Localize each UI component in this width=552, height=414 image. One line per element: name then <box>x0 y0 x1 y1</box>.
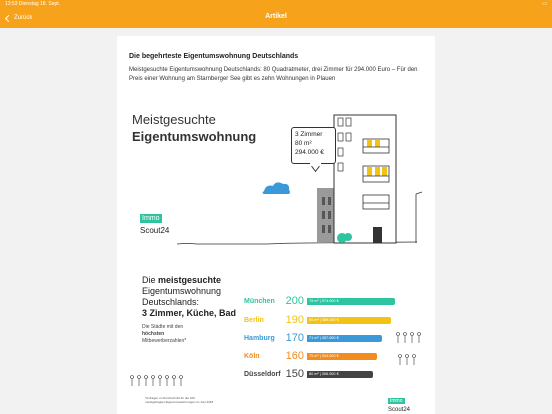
building-door <box>373 227 382 243</box>
back-label: Zurück <box>14 15 33 21</box>
grey-building <box>317 188 335 242</box>
footnote <box>145 396 213 404</box>
note-line3: Mitbewerberzahlen* <box>142 338 187 344</box>
city-row <box>244 349 377 363</box>
city-row <box>244 367 373 381</box>
article-lead: Meistgesuchte Eigentumswohnung Deutschlands: 80 Quadratmeter, drei Zimmer für 294.000 Euro – Für den Preis einer Wohnung am Starnberger See gibt es zehn Wohnungen in Plauen <box>129 67 418 82</box>
note-bold: höchsten <box>142 331 165 337</box>
battery-icon: ▭ <box>542 1 547 7</box>
city-bar: 71 m² | 357.000 € <box>307 335 382 342</box>
navigation-bar <box>0 8 552 28</box>
infographic-title <box>132 111 256 145</box>
subhead-prefix: Die <box>142 275 159 285</box>
subhead-line2: Eigentumswohnung <box>142 286 222 296</box>
city-bar: 95 m² | 389.000 € <box>307 317 391 324</box>
city-count: 170 <box>285 332 304 344</box>
people-group-right <box>397 333 421 366</box>
article-card <box>117 36 435 414</box>
status-time: 13:53 <box>5 1 18 7</box>
city-row <box>244 313 391 327</box>
city-name: Düsseldorf <box>244 370 281 378</box>
cities-note <box>142 324 186 345</box>
logo-bottom-immo: Immo <box>390 398 403 404</box>
cloud-icon <box>263 182 291 194</box>
city-bar: 80 m² | 306.000 € <box>307 371 373 378</box>
subhead-rooms: 3 Zimmer, Küche, Bad <box>142 308 237 318</box>
note-line1: Die Städte mit den <box>142 324 184 330</box>
bubble-rooms: 3 Zimmer <box>295 131 323 138</box>
city-row <box>244 331 382 345</box>
city-name: Berlin <box>244 316 264 324</box>
status-bar <box>0 0 552 8</box>
logo-immo: Immo <box>142 215 160 222</box>
people-group-left <box>131 376 183 387</box>
logo-bottom-scout: Scout24 <box>388 407 411 413</box>
city-count: 190 <box>285 314 304 326</box>
city-name: München <box>244 297 275 305</box>
subhead-bold: meistgesuchte <box>158 275 222 285</box>
bubble-size: 80 m² <box>295 140 312 147</box>
immoscout-logo <box>140 207 169 235</box>
city-name: Köln <box>244 352 260 360</box>
article-headline: Die begehrteste Eigentumswohnung Deutschlands <box>129 53 299 60</box>
city-count: 150 <box>285 368 304 380</box>
city-count: 160 <box>285 350 304 362</box>
infographic-title-line1: Meistgesuchte <box>132 112 216 127</box>
city-count: 200 <box>285 295 304 307</box>
speech-bubble <box>291 127 336 164</box>
city-row <box>244 294 395 308</box>
city-bar: 75 m² | 574.000 € <box>307 298 395 305</box>
city-name: Hamburg <box>244 334 275 342</box>
footnote-line1: *Anfragen im Durchschnitt für die 100 <box>145 396 195 400</box>
status-date: Dienstag 18. Sept. <box>18 1 61 7</box>
logo-scout: Scout24 <box>140 226 170 235</box>
nav-title: Artikel <box>265 13 287 20</box>
infographic-title-line2: Eigentumswohnung <box>132 129 257 144</box>
infographic-subhead <box>142 275 236 319</box>
footnote-line2: meistgefragten Eigentumswohnungen im Juni 2018 <box>145 400 214 404</box>
city-bar: 75 m² | 304.000 € <box>307 353 377 360</box>
bubble-price: 294.000 € <box>295 149 324 156</box>
subhead-line3: Deutschlands: <box>142 297 200 307</box>
immoscout-logo-bottom <box>388 389 410 413</box>
